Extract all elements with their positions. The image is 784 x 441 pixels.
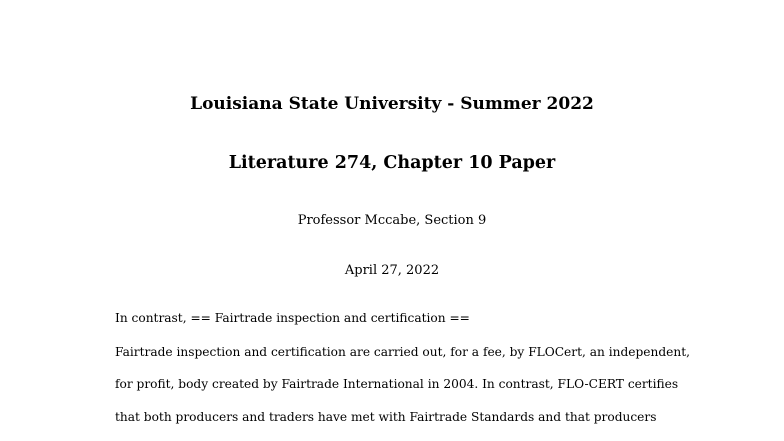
body-line: that both producers and traders have met with Fairtrade Standards and that producers [115, 410, 657, 424]
university-heading: Louisiana State University - Summer 2022 [190, 94, 594, 114]
body-line: for profit, body created by Fairtrade International in 2004. In contrast, FLO-CERT certifies [115, 377, 679, 391]
professor-line: Professor Mccabe, Section 9 [297, 213, 487, 228]
body-line: Fairtrade inspection and certification are carried out, for a fee, by FLOCert, an independent, [115, 345, 690, 359]
date-line: April 27, 2022 [344, 263, 440, 278]
body-line: In contrast, == Fairtrade inspection and certification == [115, 311, 470, 325]
paper-title: Literature 274, Chapter 10 Paper [228, 153, 556, 173]
